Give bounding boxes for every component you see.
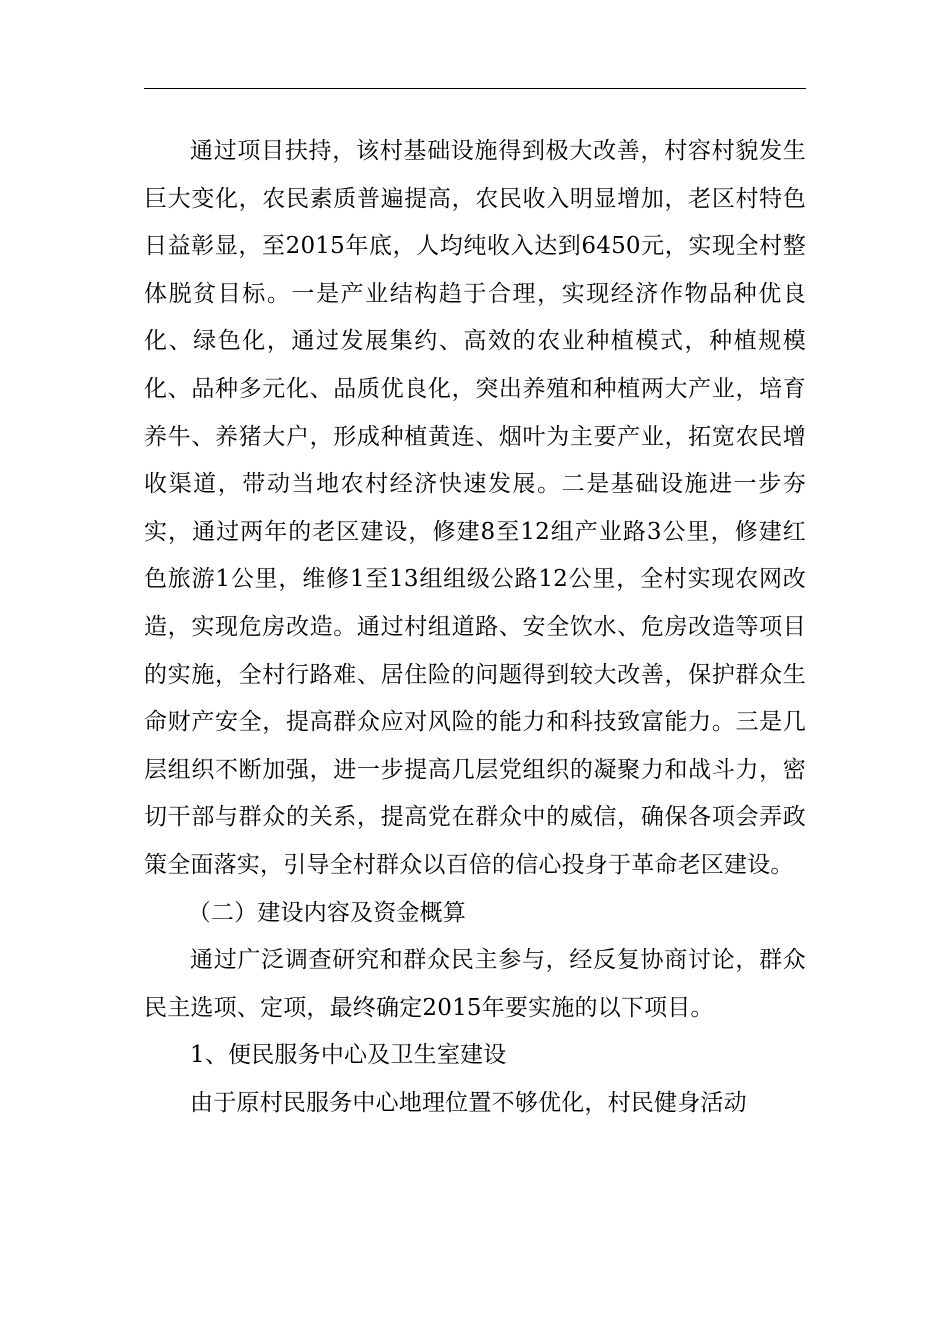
subsection-heading: 1、便民服务中心及卫生室建设 bbox=[190, 1042, 507, 1069]
document-body bbox=[144, 128, 806, 1127]
section-heading: （二）建设内容及资金概算 bbox=[187, 899, 467, 926]
body-paragraph: 由于原村民服务中心地理位置不够优化，村民健身活动 bbox=[190, 1089, 747, 1116]
header-rule bbox=[144, 88, 806, 89]
body-paragraph: 通过广泛调查研究和群众民主参与，经反复协商讨论，群众民主选项、定项，最终确定2015年要实施的以下项目。 bbox=[144, 947, 806, 1021]
body-paragraph: 通过项目扶持，该村基础设施得到极大改善，村容村貌发生巨大变化，农民素质普遍提高，农民收入明显增加，老区村特色日益彰显，至2015年底，人均纯收入达到6450元，实现全村整体脱贫目标。一是产业结构趋于合理，实现经济作物品种优良化、绿色化，通过发展集约、高效的农业种植模式，种植规模化、品种多元化、品质优良化，突出养殖和种植两大产业，培育养牛、养猪大户，形成种植黄连、烟叶为主要产业，拓宽农民增收渠道，带动当地农村经济快速发展。二是基础设施进一步夯实，通过两年的老区建设，修建8至12组产业路3公里，修建红色旅游1公里，维修1至13组组级公路12公里，全村实现农网改造，实现危房改造。通过村组道路、安全饮水、危房改造等项目的实施，全村行路难、居住险的问题得到较大改善，保护群众生命财产安全，提高群众应对风险的能力和科技致富能力。三是几层组织不断加强，进一步提高几层党组织的凝聚力和战斗力，密切干部与群众的关系，提高党在群众中的威信，确保各项会弄政策全面落实，引导全村群众以百倍的信心投身于革命老区建设。 bbox=[144, 138, 806, 878]
